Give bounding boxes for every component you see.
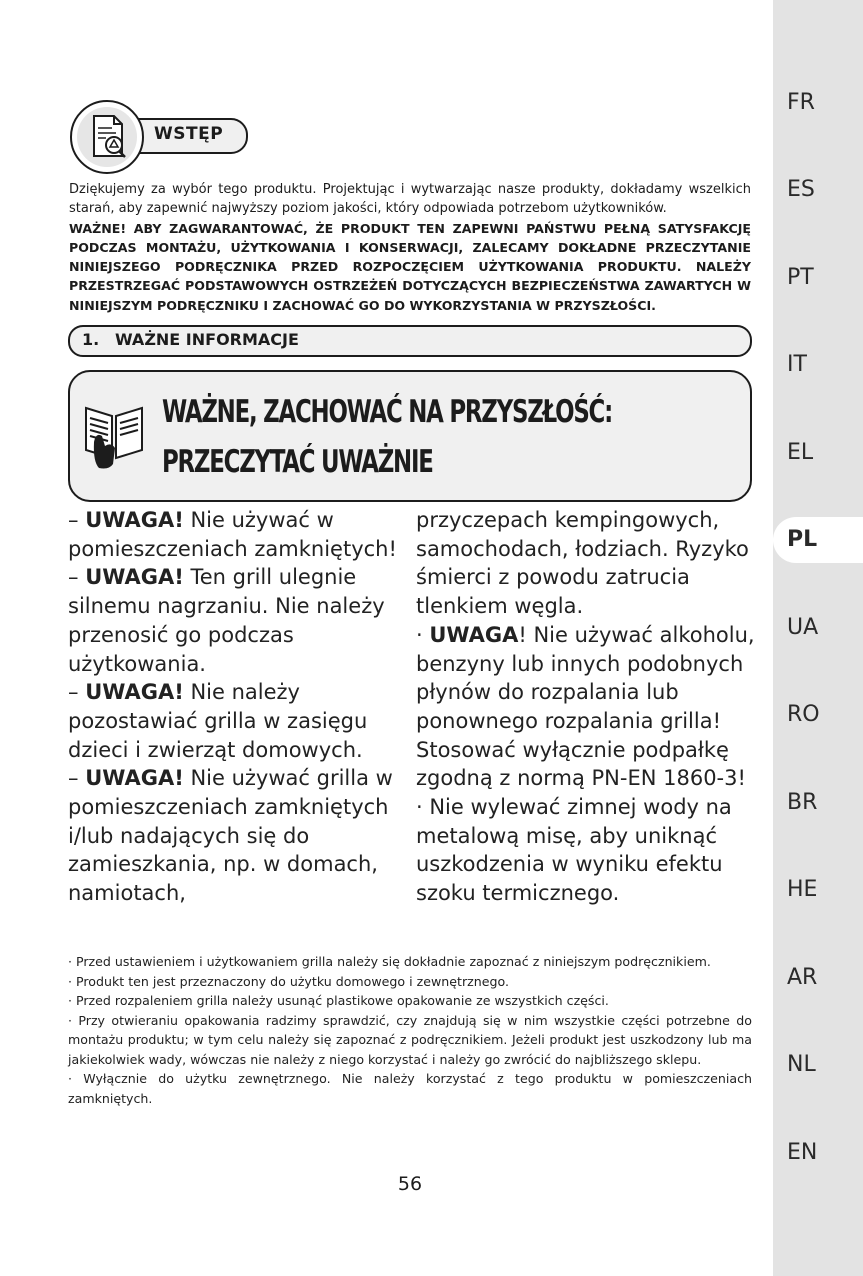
document-warning-icon (70, 100, 144, 174)
warning-heading-line2: PRZECZYTAĆ UWAŻNIE (162, 444, 433, 480)
warning-item: – UWAGA! Nie używać w pomieszczeniach zamkniętych! (68, 508, 397, 561)
warning-item: – UWAGA! Nie używać grilla w pomieszczeniach zamkniętych i/lub nadających się do zamieszkania, np. w domach, namiotach, (68, 766, 393, 906)
warning-item: · Nie wylewać zimnej wody na metalową misę, aby uniknąć uszkodzenia w wyniku efektu szoku termicznego. (416, 795, 732, 906)
book-reading-icon (80, 398, 150, 472)
intro-text (69, 180, 751, 315)
lang-tab-ua[interactable]: UA (787, 615, 819, 640)
warnings-right-column (416, 506, 756, 908)
note-item: · Przed rozpaleniem grilla należy usunąć plastikowe opakowanie ze wszystkich części. (68, 993, 609, 1008)
note-item: · Przed ustawieniem i użytkowaniem grilla należy się dokładnie zapoznać z niniejszym podręcznikiem. (68, 954, 711, 969)
warnings-left-column (68, 506, 398, 908)
note-item: · Produkt ten jest przeznaczony do użytku domowego i zewnętrznego. (68, 973, 509, 989)
lang-tab-el[interactable]: EL (787, 440, 814, 465)
warning-item: · UWAGA! Nie używać alkoholu, benzyny lub innych podobnych płynów do rozpalania lub ponownego rozpalania grilla! Stosować wyłącznie podpałkę zgodną z normą PN-EN 1860-3! (416, 622, 755, 791)
warning-item: – UWAGA! Ten grill ulegnie silnemu nagrzaniu. Nie należy przenosić go podczas użytkowania. (68, 565, 385, 676)
intro-paragraph: Dziękujemy za wybór tego produktu. Projektując i wytwarzając nasze produkty, dokładamy wszelkich starań, aby zapewnić najwyższy poziom jakości, który odpowiada potrzebom użytkowników. (69, 182, 751, 217)
note-item: · Przy otwieraniu opakowania radzimy sprawdzić, czy znajdują się w nim wszystkie części potrzebne do montażu produktu; w tym celu należy się zapoznać z podręcznikiem. Jeżeli produkt jest uszkodzony lub ma jakiekolwiek wady, wówczas nie należy z niego korzystać i należy go zwrócić do najbliższego sklepu. (68, 1012, 752, 1067)
lang-tab-fr[interactable]: FR (787, 90, 815, 115)
note-item: · Wyłącznie do użytku zewnętrznego. Nie należy korzystać z tego produktu w pomieszczeniach zamkniętych. (68, 1071, 752, 1106)
lang-tab-ro[interactable]: RO (787, 702, 820, 727)
warning-heading-line1: WAŻNE, ZACHOWAĆ NA PRZYSZŁOŚĆ: (162, 394, 613, 430)
lang-tab-en[interactable]: EN (787, 1140, 818, 1165)
notes-list (68, 952, 752, 1108)
lang-tab-ar[interactable]: AR (787, 965, 818, 990)
warning-item: – UWAGA! Nie należy pozostawiać grilla w zasięgu dzieci i zwierząt domowych. (68, 680, 368, 762)
lang-tab-es[interactable]: ES (787, 177, 815, 202)
intro-title: WSTĘP (154, 124, 224, 144)
language-sidebar (773, 0, 863, 1276)
section-title: WAŻNE INFORMACJE (115, 330, 299, 349)
warning-box (68, 370, 752, 502)
lang-tab-pl[interactable]: PL (773, 517, 863, 563)
intro-important: WAŻNE! ABY ZAGWARANTOWAĆ, ŻE PRODUKT TEN ZAPEWNI PAŃSTWU PEŁNĄ SATYSFAKCJĘ PODCZAS MONTAŻU, UŻYTKOWANIA I KONSERWACJI, ZALECAMY DOKŁADNE PRZECZYTANIE NINIEJSZEGO PODRĘCZNIKA PRZED ROZPOCZĘCIEM UŻYTKOWANIA PRODUKTU. NALEŻY PRZESTRZEGAĆ PODSTAWOWYCH OSTRZEŻEŃ DOTYCZĄCYCH BEZPIECZEŃSTWA ZAWARTYCH W NINIEJSZYM PODRĘCZNIKU I ZACHOWAĆ GO DO WYKORZYSTANIA W PRZYSZŁOŚCI. (69, 220, 751, 313)
section-number: 1. (82, 330, 100, 349)
lang-tab-br[interactable]: BR (787, 790, 818, 815)
page-number: 56 (397, 1173, 423, 1195)
warning-item: przyczepach kempingowych, samochodach, łodziach. Ryzyko śmierci z powodu zatrucia tlenkiem węgla. (416, 508, 749, 619)
lang-tab-it[interactable]: IT (787, 352, 807, 377)
lang-tab-nl[interactable]: NL (787, 1052, 816, 1077)
lang-tab-pt[interactable]: PT (787, 265, 814, 290)
lang-tab-he[interactable]: HE (787, 877, 818, 902)
